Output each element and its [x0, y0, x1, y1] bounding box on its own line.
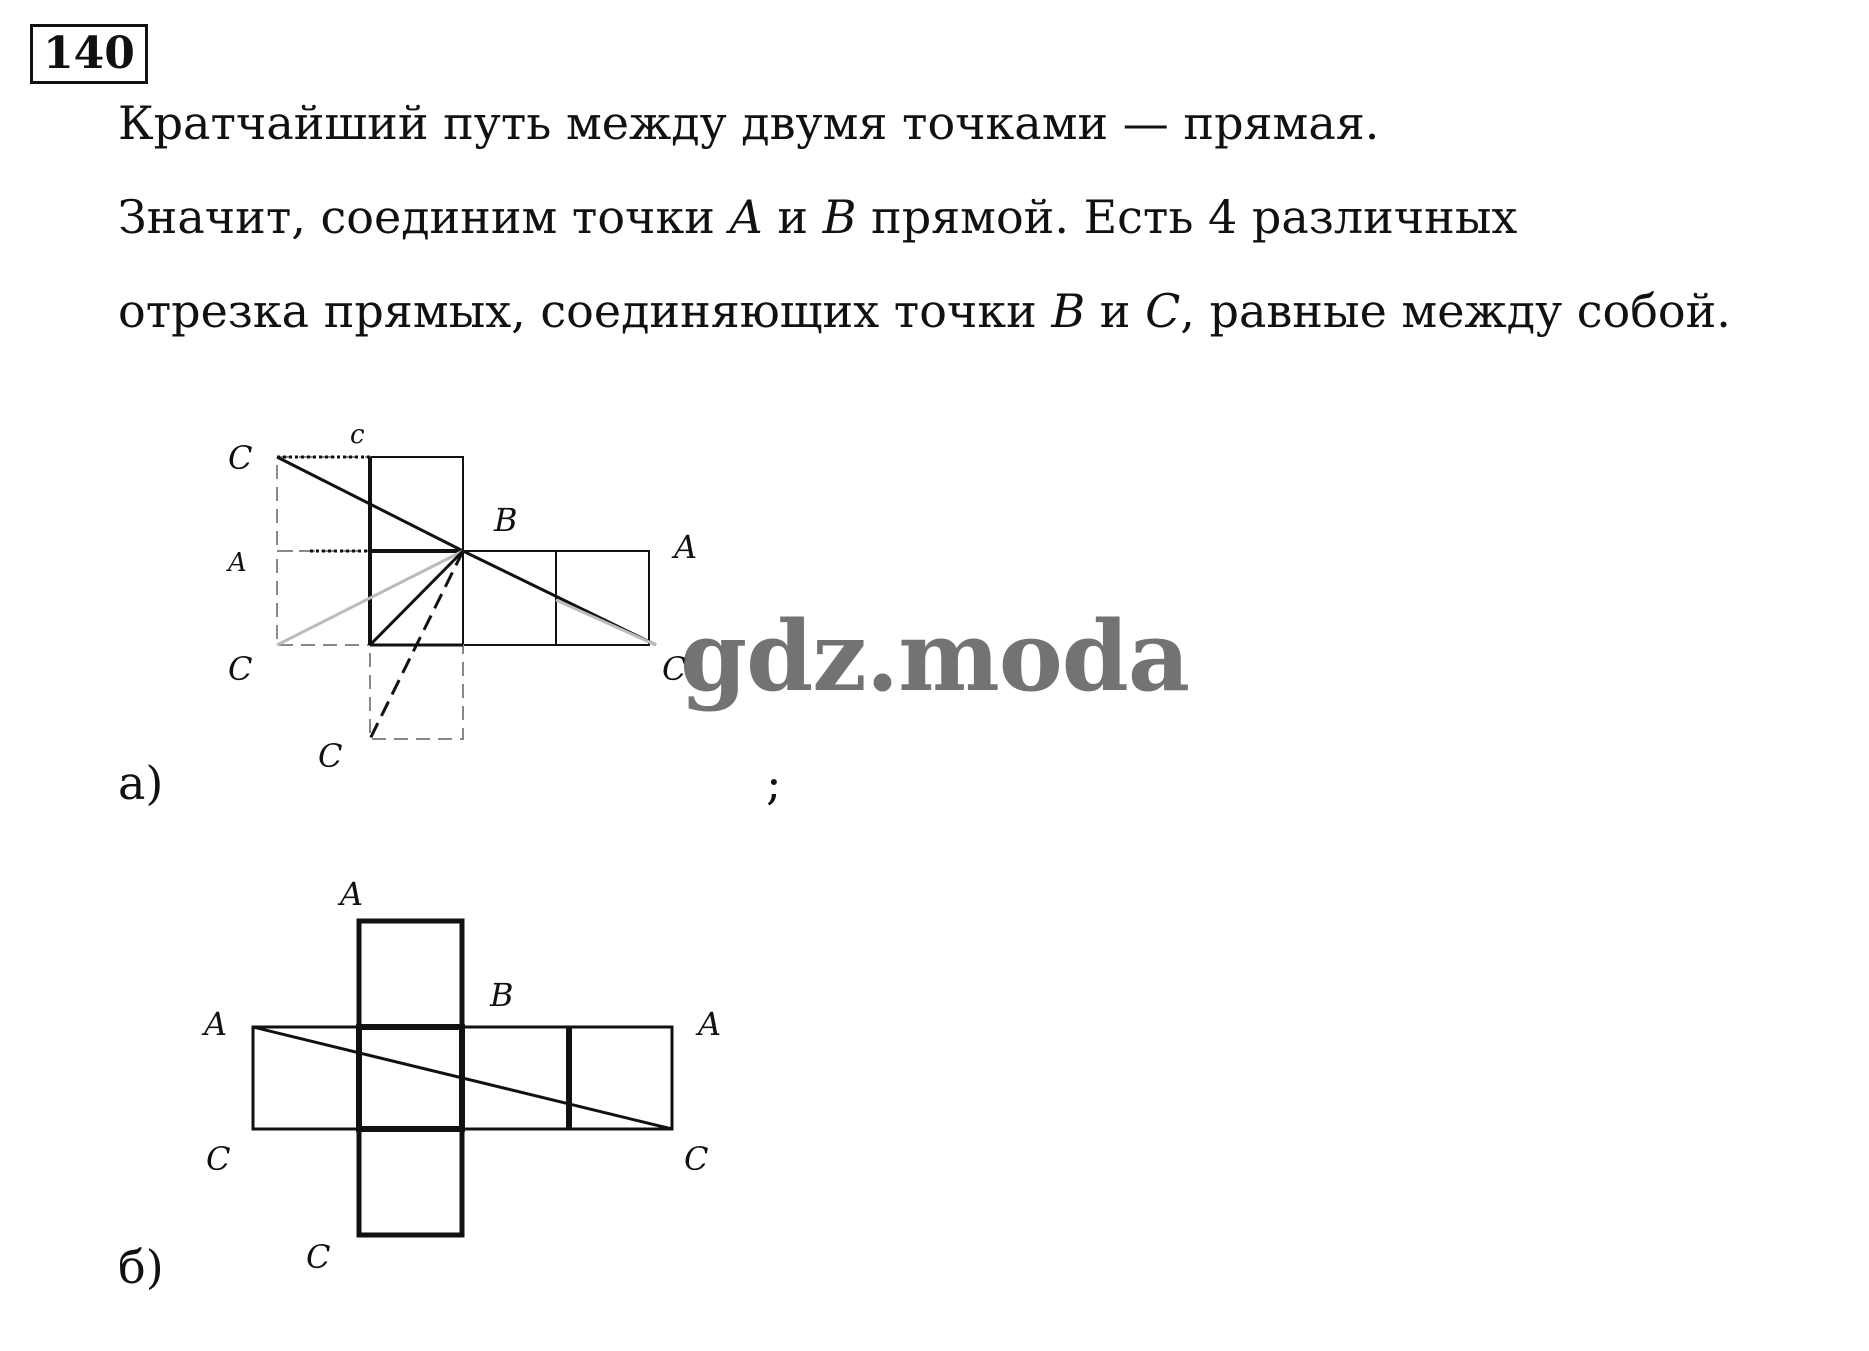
- point-B-inline-2: B: [1051, 284, 1086, 338]
- label-b-A-top: A: [340, 875, 364, 913]
- text-line-3-part-c: , равные между собой.: [1180, 284, 1731, 338]
- figure-a: [226, 420, 697, 775]
- label-a-C-right: C: [662, 650, 687, 688]
- task-number: 140: [30, 24, 148, 84]
- point-A-inline: A: [729, 190, 763, 244]
- net-a-far-right-square: [556, 551, 649, 645]
- text-line-3-part-b: и: [1085, 284, 1146, 338]
- path-a-B-to-C-left-2: [370, 551, 463, 645]
- net-a-left-square: [277, 551, 370, 645]
- net-a-right-square: [463, 551, 556, 645]
- label-b-C-bottom: C: [306, 1238, 331, 1276]
- net-b-bottom-square: [359, 1129, 462, 1235]
- label-a-C-top: C: [228, 439, 253, 477]
- label-b-C-right: C: [684, 1140, 709, 1178]
- point-C-inline: C: [1145, 284, 1181, 338]
- label-a-B: B: [494, 501, 518, 539]
- label-a-A-right: A: [674, 528, 698, 566]
- text-line-1: Кратчайший путь между двумя точками — прямая.: [118, 96, 1380, 150]
- net-b-left-square: [253, 1027, 359, 1129]
- label-b-A-left: A: [204, 1005, 228, 1043]
- net-b-top-square: [359, 921, 462, 1027]
- caption-a-semicolon: ;: [766, 756, 782, 810]
- label-a-c-small: c: [350, 420, 365, 450]
- label-b-A-right: A: [698, 1005, 722, 1043]
- text-line-2-part-c: прямой. Есть 4 различных: [856, 190, 1518, 244]
- net-b-center-square: [359, 1027, 462, 1129]
- net-a-top-square: [370, 457, 463, 551]
- point-B-inline: B: [822, 190, 857, 244]
- net-a-bottom-square: [370, 645, 463, 739]
- label-b-B: B: [490, 976, 514, 1014]
- text-line-3-part-a: отрезка прямых, соединяющих точки: [118, 284, 1052, 338]
- label-a-C-left: C: [228, 650, 253, 688]
- watermark: gdz.moda: [680, 600, 1190, 713]
- net-b-far-right-square: [569, 1027, 672, 1129]
- figure-b: [201, 875, 721, 1276]
- text-line-2-part-a: Значит, соединим точки: [118, 190, 730, 244]
- net-a-upper-left-square: [277, 457, 370, 551]
- label-b-C-left: C: [206, 1140, 231, 1178]
- net-b-right-square: [462, 1027, 569, 1129]
- label-a-A-left: A: [228, 548, 247, 578]
- path-a-grey-right: [556, 600, 656, 645]
- caption-b: б): [118, 1240, 164, 1294]
- label-a-C-bottom: C: [318, 737, 343, 775]
- caption-a: а): [118, 756, 164, 810]
- text-line-2-part-b: и: [762, 190, 823, 244]
